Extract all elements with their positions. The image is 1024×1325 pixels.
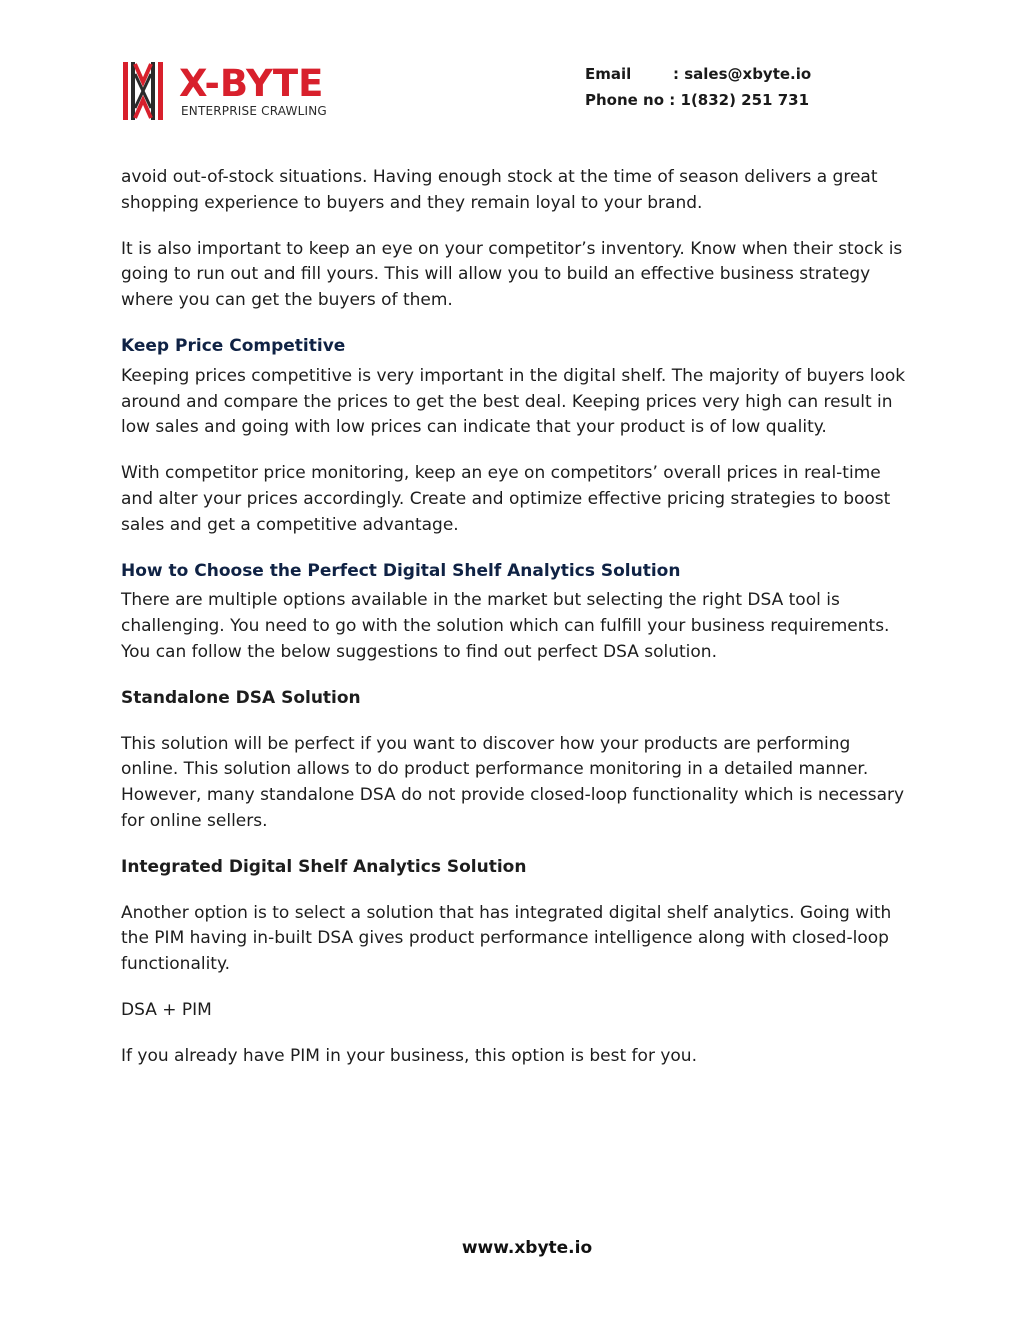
footer-website-link[interactable]: www.xbyte.io bbox=[461, 1238, 593, 1258]
document-body bbox=[121, 165, 911, 1090]
section-heading-price: Keep Price Competitive bbox=[121, 335, 346, 356]
email-label: Email bbox=[585, 65, 632, 83]
paragraph: DSA + PIM bbox=[121, 999, 212, 1020]
phone-row bbox=[585, 87, 811, 113]
page-header bbox=[0, 0, 1024, 140]
section-heading-choose: How to Choose the Perfect Digital Shelf Analytics Solution bbox=[121, 560, 681, 581]
email-value[interactable]: : sales@xbyte.io bbox=[673, 65, 812, 83]
paragraph: avoid out-of-stock situations. Having enough stock at the time of season delivers a great shopping experience to buyers and they remain loyal to your brand. bbox=[121, 167, 878, 213]
phone-value: : 1(832) 251 731 bbox=[669, 91, 810, 109]
paragraph: Keeping prices competitive is very important in the digital shelf. The majority of buyers look around and compare the prices to get the best deal. Keeping prices very high can result in low sales and going with low prices can indicate that your product is of low quality. bbox=[121, 365, 906, 438]
x-byte-logo-mark-icon bbox=[121, 60, 165, 122]
email-row bbox=[585, 61, 811, 87]
paragraph: There are multiple options available in the market but selecting the right DSA tool is challenging. You need to go with the solution which can fulfill your business requirements. You can follow the below suggestions to find out perfect DSA solution. bbox=[121, 590, 890, 662]
paragraph: It is also important to keep an eye on your competitor’s inventory. Know when their stock is going to run out and fill yours. This will allow you to build an effective business strategy where you can get the buyers of them. bbox=[121, 238, 903, 311]
subheading-integrated: Integrated Digital Shelf Analytics Solution bbox=[121, 856, 527, 877]
logo-tagline: ENTERPRISE CRAWLING bbox=[181, 104, 327, 118]
paragraph: With competitor price monitoring, keep an eye on competitors’ overall prices in real-time and alter your prices accordingly. Create and optimize effective pricing strategies to boost sales and get a competitive advantage. bbox=[121, 463, 891, 535]
phone-label: Phone no bbox=[585, 91, 665, 109]
contact-info bbox=[585, 61, 811, 113]
company-logo bbox=[121, 60, 353, 122]
paragraph: This solution will be perfect if you want to discover how your products are performing online. This solution allows to do product performance monitoring in a detailed manner. However, many standalone DSA do not provide closed-loop functionality which is necessary for online sellers. bbox=[121, 733, 905, 831]
paragraph: Another option is to select a solution that has integrated digital shelf analytics. Going with the PIM having in-built DSA gives product performance intelligence along with closed-loop functionality. bbox=[121, 902, 892, 975]
paragraph: If you already have PIM in your business, this option is best for you. bbox=[121, 1045, 697, 1066]
logo-wordmark: X-BYTE bbox=[179, 62, 324, 105]
subheading-standalone: Standalone DSA Solution bbox=[121, 687, 361, 708]
